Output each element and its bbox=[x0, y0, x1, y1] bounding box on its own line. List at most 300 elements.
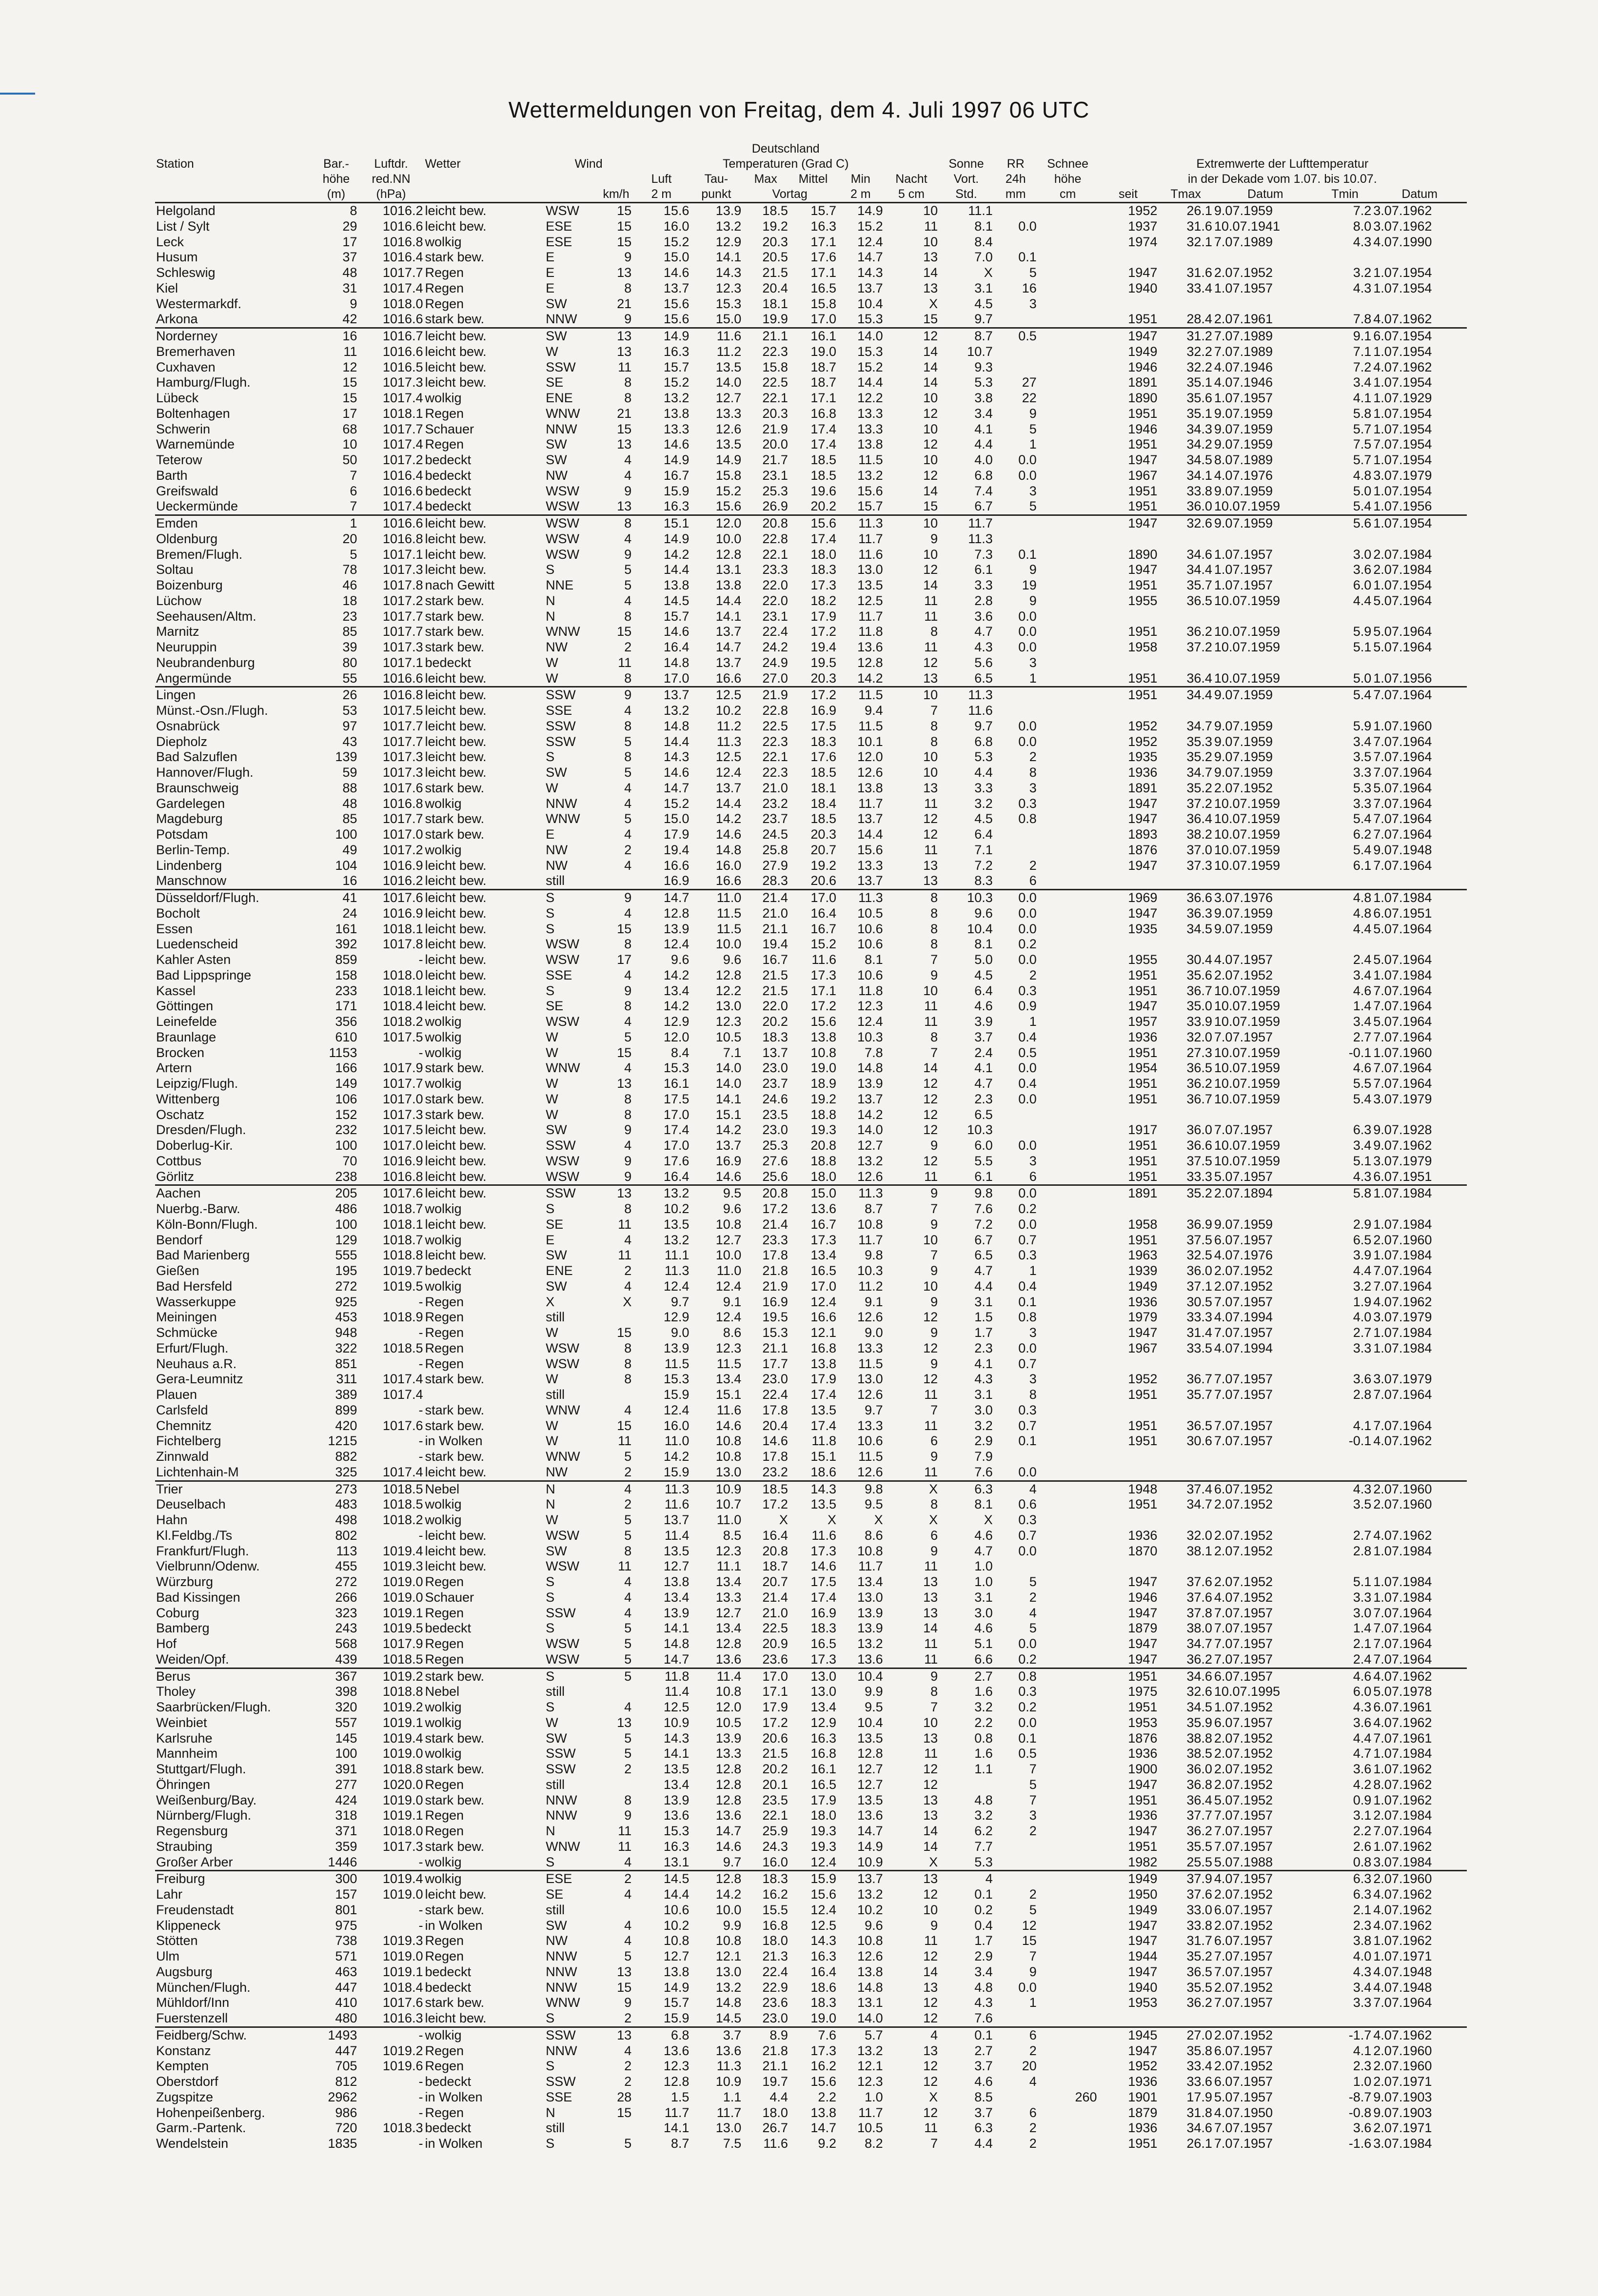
cell-schnee bbox=[1038, 1559, 1098, 1574]
cell-station: Artern bbox=[156, 1060, 192, 1076]
cell-tmin-datum: 7.07.1964 bbox=[1373, 1029, 1432, 1044]
cell-tmin: 3.2 bbox=[1353, 265, 1372, 280]
cell-tmin-datum: 7.07.1964 bbox=[1373, 1263, 1432, 1278]
cell-wind-speed: 9 bbox=[624, 547, 632, 562]
cell-rr-24h bbox=[994, 312, 1038, 328]
cell-max-vortag: 16.0 bbox=[762, 1854, 788, 1869]
cell-station: Mannheim bbox=[156, 1746, 218, 1761]
table-row bbox=[155, 1528, 1467, 1544]
cell-luftdruck: 1017.7 bbox=[382, 734, 423, 749]
cell-seit: 1891 bbox=[1098, 1185, 1159, 1201]
table-row bbox=[155, 203, 1467, 219]
cell-schnee bbox=[1038, 1465, 1098, 1481]
cell-station: Nuerbg.-Barw. bbox=[156, 1201, 240, 1216]
cell-luft-2m: 14.6 bbox=[663, 265, 690, 280]
cell-tmax-datum: 2.07.1961 bbox=[1214, 312, 1273, 327]
cell-mittel: 19.0 bbox=[810, 344, 836, 359]
cell-nacht-5cm: 12 bbox=[884, 328, 939, 344]
cell-schnee bbox=[1038, 1372, 1098, 1387]
cell-tmin: 3.0 bbox=[1353, 547, 1372, 562]
cell-station: Hohenpeißenberg. bbox=[156, 2105, 265, 2120]
cell-taupunkt: 12.4 bbox=[715, 1310, 742, 1325]
cell-luft-2m: 15.3 bbox=[663, 1372, 690, 1387]
cell-min-2m: 12.1 bbox=[857, 2059, 883, 2074]
cell-wind-dir: still bbox=[546, 1310, 565, 1325]
cell-tmin: 3.4 bbox=[1353, 734, 1372, 749]
cell-tmin: 7.2 bbox=[1353, 359, 1372, 374]
cell-mittel: 20.6 bbox=[810, 873, 836, 888]
cell-min-2m: 14.7 bbox=[857, 250, 883, 265]
cell-mittel: 17.9 bbox=[810, 1792, 836, 1807]
cell-tmin: 4.1 bbox=[1353, 1418, 1372, 1433]
cell-wind-dir: still bbox=[546, 1684, 565, 1699]
cell-wetter: leicht bew. bbox=[424, 515, 545, 531]
cell-nacht-5cm: 13 bbox=[923, 2043, 938, 2058]
cell-tmin: 4.4 bbox=[1353, 1263, 1372, 1278]
cell-station: Barth bbox=[156, 468, 188, 483]
cell-wind-dir: WNW bbox=[546, 1060, 580, 1076]
cell-seit: 1936 bbox=[1128, 1528, 1158, 1543]
cell-rr-24h: 3 bbox=[1029, 1372, 1037, 1387]
cell-luftdruck: 1018.7 bbox=[382, 1201, 423, 1216]
cell-seit: 1946 bbox=[1128, 1590, 1158, 1605]
cell-max-vortag: 20.3 bbox=[762, 234, 788, 249]
cell-luft-2m: 14.6 bbox=[663, 624, 690, 639]
cell-max-vortag: 22.0 bbox=[762, 999, 788, 1014]
cell-min-2m: 11.8 bbox=[858, 624, 883, 639]
cell-mittel: 16.4 bbox=[810, 905, 836, 921]
cell-station: Lahr bbox=[156, 1887, 183, 1902]
header-unit-vortag: Vortag bbox=[742, 187, 837, 203]
cell-tmax-datum: 4.07.1946 bbox=[1214, 359, 1273, 374]
cell-max-vortag: 23.7 bbox=[762, 811, 788, 826]
cell-mittel: 17.4 bbox=[810, 531, 836, 546]
cell-taupunkt: 11.0 bbox=[716, 1512, 742, 1527]
cell-wind-dir: NNW bbox=[546, 1792, 577, 1807]
cell-bar-hoehe: 455 bbox=[335, 1559, 357, 1574]
cell-wind-speed: 15 bbox=[617, 1325, 632, 1340]
cell-tmax: 33.3 bbox=[1186, 1310, 1212, 1325]
cell-schnee bbox=[1038, 687, 1098, 703]
cell-wind-dir: SW bbox=[546, 296, 567, 311]
cell-wind-dir: W bbox=[546, 1029, 558, 1044]
cell-luft-2m: 12.4 bbox=[663, 1278, 690, 1294]
cell-schnee bbox=[1038, 906, 1098, 922]
cell-wind-dir: NW bbox=[546, 858, 568, 873]
cell-rr-24h: 0.0 bbox=[1018, 1464, 1037, 1479]
cell-tmax: 36.0 bbox=[1186, 1263, 1212, 1278]
cell-mittel: 18.3 bbox=[810, 1995, 836, 2010]
cell-min-2m: 9.0 bbox=[865, 1325, 883, 1340]
cell-wind-speed: 8 bbox=[624, 1340, 632, 1355]
cell-wind-speed: 13 bbox=[617, 344, 632, 359]
cell-wind-dir: SSW bbox=[546, 734, 576, 749]
cell-luftdruck: - bbox=[418, 2089, 423, 2104]
cell-seit: 1947 bbox=[1128, 796, 1158, 811]
cell-schnee bbox=[1038, 1310, 1098, 1325]
cell-max-vortag: 21.1 bbox=[762, 2059, 788, 2074]
cell-min-2m: 13.2 bbox=[857, 2043, 883, 2058]
cell-wetter: leicht bew. bbox=[425, 2011, 487, 2025]
cell-tmax-datum: 4.07.1957 bbox=[1214, 952, 1273, 967]
cell-wind-dir: WNW bbox=[546, 406, 580, 421]
cell-mittel: 18.5 bbox=[810, 765, 836, 780]
cell-wind-dir: E bbox=[546, 265, 555, 280]
cell-nacht-5cm: 9 bbox=[930, 1325, 938, 1340]
cell-min-2m: 8.2 bbox=[865, 2136, 883, 2151]
cell-station: Teterow bbox=[156, 452, 202, 467]
cell-wetter: leicht bew. bbox=[425, 999, 487, 1014]
cell-tmin: 5.8 bbox=[1353, 406, 1372, 421]
cell-tmin-datum: 6.07.1951 bbox=[1373, 1169, 1432, 1184]
table-row bbox=[155, 2090, 1467, 2105]
cell-min-2m: 13.3 bbox=[857, 1340, 883, 1355]
cell-schnee bbox=[1038, 1777, 1098, 1793]
cell-wind-speed: 8 bbox=[624, 1091, 632, 1106]
cell-luft-2m: 14.1 bbox=[663, 1746, 690, 1761]
cell-mittel: 18.0 bbox=[810, 1169, 836, 1184]
cell-tmax-datum: 5.07.1952 bbox=[1214, 1792, 1273, 1807]
cell-luft-2m: 14.1 bbox=[663, 2120, 690, 2136]
cell-seit: 1935 bbox=[1128, 749, 1158, 765]
cell-tmin-datum: 7.07.1964 bbox=[1373, 827, 1432, 842]
cell-tmin-datum: 4.07.1962 bbox=[1372, 1668, 1467, 1684]
cell-mittel: 15.6 bbox=[810, 1887, 836, 1902]
cell-tmin-datum bbox=[1372, 1465, 1467, 1481]
cell-bar-hoehe: 6 bbox=[350, 483, 357, 498]
cell-nacht-5cm: 7 bbox=[930, 1402, 938, 1417]
cell-max-vortag: 20.8 bbox=[762, 1543, 788, 1558]
cell-tmax: 33.0 bbox=[1186, 1902, 1212, 1917]
cell-wind-speed: X bbox=[623, 1294, 632, 1309]
cell-rr-24h: 5 bbox=[1029, 1902, 1037, 1917]
cell-taupunkt: 15.8 bbox=[715, 468, 742, 483]
cell-seit: 1979 bbox=[1128, 1310, 1158, 1325]
cell-tmin-datum: 4.07.1962 bbox=[1373, 1918, 1432, 1933]
cell-tmin-datum: 7.07.1964 bbox=[1373, 1621, 1432, 1636]
cell-luftdruck: 1017.4 bbox=[382, 1372, 423, 1387]
cell-luftdruck: 1019.4 bbox=[358, 1871, 424, 1887]
cell-tmin: 5.7 bbox=[1353, 421, 1372, 436]
cell-wetter: wolkig bbox=[425, 1232, 462, 1247]
cell-wetter: Nebel bbox=[424, 1481, 545, 1497]
cell-rr-24h: 0.0 bbox=[1018, 608, 1037, 624]
cell-seit: 1974 bbox=[1128, 234, 1158, 249]
cell-rr-24h: 0.4 bbox=[1018, 1029, 1037, 1044]
cell-station: Kiel bbox=[156, 280, 178, 295]
cell-mittel: 19.0 bbox=[810, 2011, 836, 2025]
cell-wind-dir: S bbox=[546, 562, 555, 577]
cell-bar-hoehe: 205 bbox=[314, 1185, 358, 1201]
cell-min-2m: 14.9 bbox=[857, 1839, 883, 1854]
cell-wetter: in Wolken bbox=[425, 2136, 483, 2151]
cell-tmax-datum: 7.07.1957 bbox=[1214, 1949, 1273, 1963]
cell-wind-dir: SW bbox=[546, 1730, 567, 1746]
cell-nacht-5cm: 8 bbox=[930, 937, 938, 952]
cell-max-vortag: 21.5 bbox=[762, 983, 788, 998]
cell-wetter: leicht bew. bbox=[425, 858, 487, 873]
cell-luft-2m: 13.8 bbox=[663, 1964, 690, 1979]
cell-seit bbox=[1098, 1465, 1159, 1481]
cell-tmin bbox=[1318, 1403, 1373, 1418]
cell-rr-24h bbox=[994, 235, 1038, 250]
cell-mittel: 20.3 bbox=[810, 827, 836, 842]
cell-tmax-datum: 7.07.1957 bbox=[1214, 1325, 1273, 1340]
table-row bbox=[155, 437, 1467, 452]
cell-sonne: 8.1 bbox=[974, 937, 993, 952]
cell-sonne: 10.3 bbox=[967, 1122, 993, 1138]
cell-luftdruck: 1017.3 bbox=[382, 1839, 423, 1854]
cell-max-vortag: 22.3 bbox=[762, 765, 788, 780]
cell-max-vortag: 8.9 bbox=[742, 2027, 789, 2043]
header-unit-kmh: km/h bbox=[600, 187, 633, 203]
cell-tmax: 36.4 bbox=[1186, 811, 1212, 826]
cell-sonne: 7.6 bbox=[974, 1201, 993, 1216]
cell-schnee bbox=[1038, 312, 1098, 328]
header-group-deutschland: Deutschland bbox=[751, 142, 820, 156]
cell-rr-24h: 9 bbox=[1029, 562, 1037, 577]
cell-max-vortag: 15.3 bbox=[762, 1325, 788, 1340]
cell-bar-hoehe: 53 bbox=[342, 703, 357, 718]
cell-station: Gardelegen bbox=[156, 796, 225, 811]
cell-tmax: 34.7 bbox=[1186, 1497, 1212, 1512]
cell-wetter: in Wolken bbox=[425, 1433, 483, 1449]
cell-tmin-datum: 7.07.1964 bbox=[1373, 1824, 1432, 1838]
cell-bar-hoehe: 1493 bbox=[314, 2027, 358, 2043]
cell-tmin-datum: 9.07.1903 bbox=[1373, 2089, 1432, 2104]
cell-wind-dir: N bbox=[546, 1824, 555, 1838]
cell-seit: 1945 bbox=[1098, 2027, 1159, 2043]
cell-rr-24h: 0.1 bbox=[1018, 1294, 1037, 1309]
cell-tmax: 37.6 bbox=[1186, 1887, 1212, 1902]
cell-wind-dir: W bbox=[546, 1045, 558, 1060]
cell-nacht-5cm: 12 bbox=[923, 1762, 938, 1776]
cell-min-2m: 11.8 bbox=[858, 983, 883, 998]
cell-luftdruck: 1017.5 bbox=[382, 703, 423, 718]
cell-luft-2m: 13.1 bbox=[663, 1854, 690, 1869]
cell-nacht-5cm: 8 bbox=[930, 921, 938, 936]
cell-wetter: leicht bew. bbox=[425, 905, 487, 921]
cell-nacht-5cm: 9 bbox=[930, 531, 938, 546]
cell-seit: 1954 bbox=[1128, 1060, 1158, 1076]
cell-tmax bbox=[1158, 873, 1213, 889]
table-row bbox=[155, 1652, 1467, 1668]
cell-nacht-5cm: 11 bbox=[924, 1933, 938, 1948]
cell-seit: 1893 bbox=[1128, 827, 1158, 842]
cell-tmin-datum: 7.07.1954 bbox=[1373, 437, 1432, 452]
cell-wind-dir: ESE bbox=[545, 1871, 600, 1887]
cell-wetter: stark bew. bbox=[425, 1839, 485, 1854]
cell-tmax-datum: 7.07.1957 bbox=[1214, 1418, 1273, 1433]
cell-wind-speed: 2 bbox=[624, 842, 632, 857]
cell-seit: 1963 bbox=[1128, 1248, 1158, 1263]
cell-min-2m: 13.5 bbox=[857, 1792, 883, 1807]
cell-tmax-datum: 2.07.1952 bbox=[1214, 1762, 1273, 1776]
cell-wind-speed: 9 bbox=[624, 1153, 632, 1168]
cell-station: Warnemünde bbox=[156, 437, 235, 452]
cell-bar-hoehe: 424 bbox=[335, 1792, 357, 1807]
cell-rr-24h: 1 bbox=[1029, 670, 1037, 686]
cell-nacht-5cm: 11 bbox=[924, 1559, 938, 1574]
cell-tmin-datum: 3.07.1979 bbox=[1373, 468, 1432, 483]
cell-tmax-datum: 10.07.1959 bbox=[1214, 1060, 1281, 1076]
cell-station: Zugspitze bbox=[156, 2089, 214, 2104]
cell-luft-2m: 14.9 bbox=[632, 328, 690, 344]
cell-wind-speed: 4 bbox=[624, 1014, 632, 1029]
cell-schnee bbox=[1038, 235, 1098, 250]
cell-luft-2m: 14.5 bbox=[663, 593, 690, 608]
cell-wind-dir: S bbox=[545, 1668, 600, 1684]
cell-tmax-datum: 4.07.1952 bbox=[1214, 1590, 1273, 1605]
cell-taupunkt: 12.4 bbox=[715, 1278, 742, 1294]
cell-taupunkt: 12.2 bbox=[715, 983, 742, 998]
cell-nacht-5cm: 6 bbox=[930, 1433, 938, 1449]
cell-schnee bbox=[1038, 952, 1098, 968]
cell-tmin: 5.0 bbox=[1353, 483, 1372, 498]
cell-wind-speed: 5 bbox=[624, 1949, 632, 1963]
cell-tmin bbox=[1318, 655, 1373, 671]
cell-tmax-datum: 9.07.1959 bbox=[1214, 921, 1273, 936]
cell-rr-24h: 15 bbox=[1022, 1933, 1037, 1948]
cell-tmax: 37.8 bbox=[1186, 1605, 1212, 1620]
cell-min-2m: 8.7 bbox=[865, 1201, 883, 1216]
cell-max-vortag: 18.0 bbox=[762, 2105, 788, 2120]
cell-wind-speed: 4 bbox=[624, 1605, 632, 1620]
cell-bar-hoehe: 925 bbox=[335, 1294, 357, 1309]
cell-taupunkt: 11.3 bbox=[716, 734, 742, 749]
cell-luft-2m: 14.8 bbox=[663, 655, 690, 670]
cell-min-2m: 9.4 bbox=[865, 703, 883, 718]
cell-luft-2m: 17.4 bbox=[663, 1122, 690, 1138]
cell-tmin: 5.1 bbox=[1353, 640, 1372, 654]
cell-seit: 1900 bbox=[1128, 1762, 1158, 1776]
cell-tmin: 3.3 bbox=[1353, 796, 1372, 811]
cell-min-2m: 11.7 bbox=[858, 796, 883, 811]
cell-wind-speed: 4 bbox=[624, 1138, 632, 1153]
cell-mittel: 16.8 bbox=[810, 406, 836, 421]
cell-luftdruck: - bbox=[418, 1854, 423, 1869]
cell-wetter: leicht bew. bbox=[425, 703, 487, 718]
cell-seit: 1951 bbox=[1128, 1153, 1158, 1168]
cell-schnee bbox=[1038, 2011, 1098, 2027]
header-unit-std: Std. bbox=[939, 187, 994, 203]
cell-wind-dir: SW bbox=[546, 437, 567, 452]
cell-wind-dir: S bbox=[546, 1574, 555, 1589]
cell-rr-24h: 0.1 bbox=[1018, 250, 1037, 265]
cell-rr-24h: 0.6 bbox=[1018, 1497, 1037, 1512]
cell-tmax-datum bbox=[1213, 1356, 1318, 1372]
cell-tmin: 3.6 bbox=[1353, 1715, 1372, 1730]
cell-luftdruck: 1018.1 bbox=[382, 1217, 423, 1232]
cell-bar-hoehe: 85 bbox=[342, 811, 357, 826]
cell-seit: 1949 bbox=[1128, 1902, 1158, 1917]
cell-luftdruck: - bbox=[418, 1918, 423, 1933]
cell-wetter: leicht bew. bbox=[424, 328, 545, 344]
cell-luft-2m: 11.4 bbox=[664, 1528, 690, 1543]
cell-rr-24h: 4 bbox=[1029, 1605, 1037, 1620]
cell-taupunkt: 15.0 bbox=[715, 312, 742, 327]
table-row bbox=[155, 890, 1467, 906]
cell-tmax-datum: 10.07.1959 bbox=[1214, 1138, 1281, 1153]
page-title: Wettermeldungen von Freitag, dem 4. Juli 1997 06 UTC bbox=[508, 97, 1090, 122]
cell-rr-24h: 5 bbox=[1029, 265, 1037, 280]
cell-tmax: 37.1 bbox=[1186, 1278, 1212, 1294]
cell-nacht-5cm: 12 bbox=[923, 1122, 938, 1138]
cell-rr-24h: 27 bbox=[1022, 375, 1037, 390]
cell-tmax-datum: 2.07.1952 bbox=[1214, 1918, 1273, 1933]
cell-tmax-datum: 7.07.1989 bbox=[1214, 344, 1273, 359]
cell-tmax-datum: 6.07.1957 bbox=[1214, 1902, 1273, 1917]
cell-schnee bbox=[1038, 1590, 1098, 1606]
cell-bar-hoehe: 322 bbox=[335, 1340, 357, 1355]
cell-tmin: 1.4 bbox=[1353, 999, 1372, 1014]
cell-wetter: stark bew. bbox=[425, 811, 485, 826]
cell-station: Leinefelde bbox=[156, 1014, 217, 1029]
cell-taupunkt: 7.1 bbox=[723, 1045, 742, 1060]
cell-wetter: wolkig bbox=[425, 1045, 462, 1060]
cell-min-2m: 14.3 bbox=[857, 265, 883, 280]
cell-mittel: 13.0 bbox=[789, 1668, 837, 1684]
cell-tmin-datum: 5.07.1964 bbox=[1373, 640, 1432, 654]
cell-wind-dir: NW bbox=[546, 640, 568, 654]
cell-tmax: 37.4 bbox=[1158, 1481, 1213, 1497]
cell-bar-hoehe: 9 bbox=[350, 296, 357, 311]
cell-max-vortag: 27.9 bbox=[762, 858, 788, 873]
cell-wind-dir: WSW bbox=[546, 547, 580, 562]
cell-luftdruck: 1018.5 bbox=[382, 1497, 423, 1512]
cell-max-vortag: X bbox=[779, 1512, 788, 1527]
cell-tmin: 1.9 bbox=[1353, 1294, 1372, 1309]
cell-seit: 1951 bbox=[1128, 1076, 1158, 1091]
cell-sonne: 8.3 bbox=[974, 873, 993, 888]
cell-station: Bad Hersfeld bbox=[156, 1278, 233, 1294]
cell-sonne: 4.6 bbox=[974, 999, 993, 1014]
cell-nacht-5cm: 9 bbox=[930, 1543, 938, 1558]
cell-luft-2m: 11.8 bbox=[632, 1668, 690, 1684]
cell-mittel: 17.4 bbox=[810, 437, 836, 452]
cell-wind-speed: 2 bbox=[600, 1871, 633, 1887]
cell-mittel: 16.6 bbox=[810, 1310, 836, 1325]
cell-station: Göttingen bbox=[156, 999, 214, 1014]
cell-tmax-datum: 9.07.1959 bbox=[1214, 718, 1273, 733]
cell-seit: 1947 bbox=[1128, 999, 1158, 1014]
cell-nacht-5cm: 14 bbox=[923, 265, 938, 280]
cell-tmin: 3.5 bbox=[1353, 1497, 1372, 1512]
cell-wind-speed: 5 bbox=[624, 1512, 632, 1527]
cell-station: Feidberg/Schw. bbox=[155, 2027, 314, 2043]
cell-schnee bbox=[1038, 1185, 1098, 1201]
cell-min-2m: 9.7 bbox=[865, 1402, 883, 1417]
cell-station: Diepholz bbox=[156, 734, 208, 749]
cell-wind-dir: S bbox=[546, 1621, 555, 1636]
cell-tmin-datum: 7.07.1964 bbox=[1373, 999, 1432, 1014]
cell-rr-24h: 0.0 bbox=[994, 890, 1038, 906]
cell-schnee bbox=[1038, 452, 1098, 468]
cell-tmin-datum: 1.07.1960 bbox=[1373, 718, 1432, 733]
cell-luft-2m: 15.7 bbox=[663, 608, 690, 624]
cell-nacht-5cm: 9 bbox=[930, 1217, 938, 1232]
cell-min-2m: 9.1 bbox=[865, 1294, 883, 1309]
cell-bar-hoehe: 50 bbox=[342, 452, 357, 467]
table-row bbox=[155, 1418, 1467, 1434]
cell-luft-2m: 13.7 bbox=[663, 1512, 690, 1527]
cell-sonne: 1.6 bbox=[974, 1684, 993, 1699]
cell-tmax bbox=[1158, 1356, 1213, 1372]
cell-wetter: Regen bbox=[425, 1574, 464, 1589]
cell-max-vortag: 20.3 bbox=[762, 406, 788, 421]
cell-seit: 1952 bbox=[1128, 1372, 1158, 1387]
cell-taupunkt: 15.2 bbox=[715, 483, 742, 498]
